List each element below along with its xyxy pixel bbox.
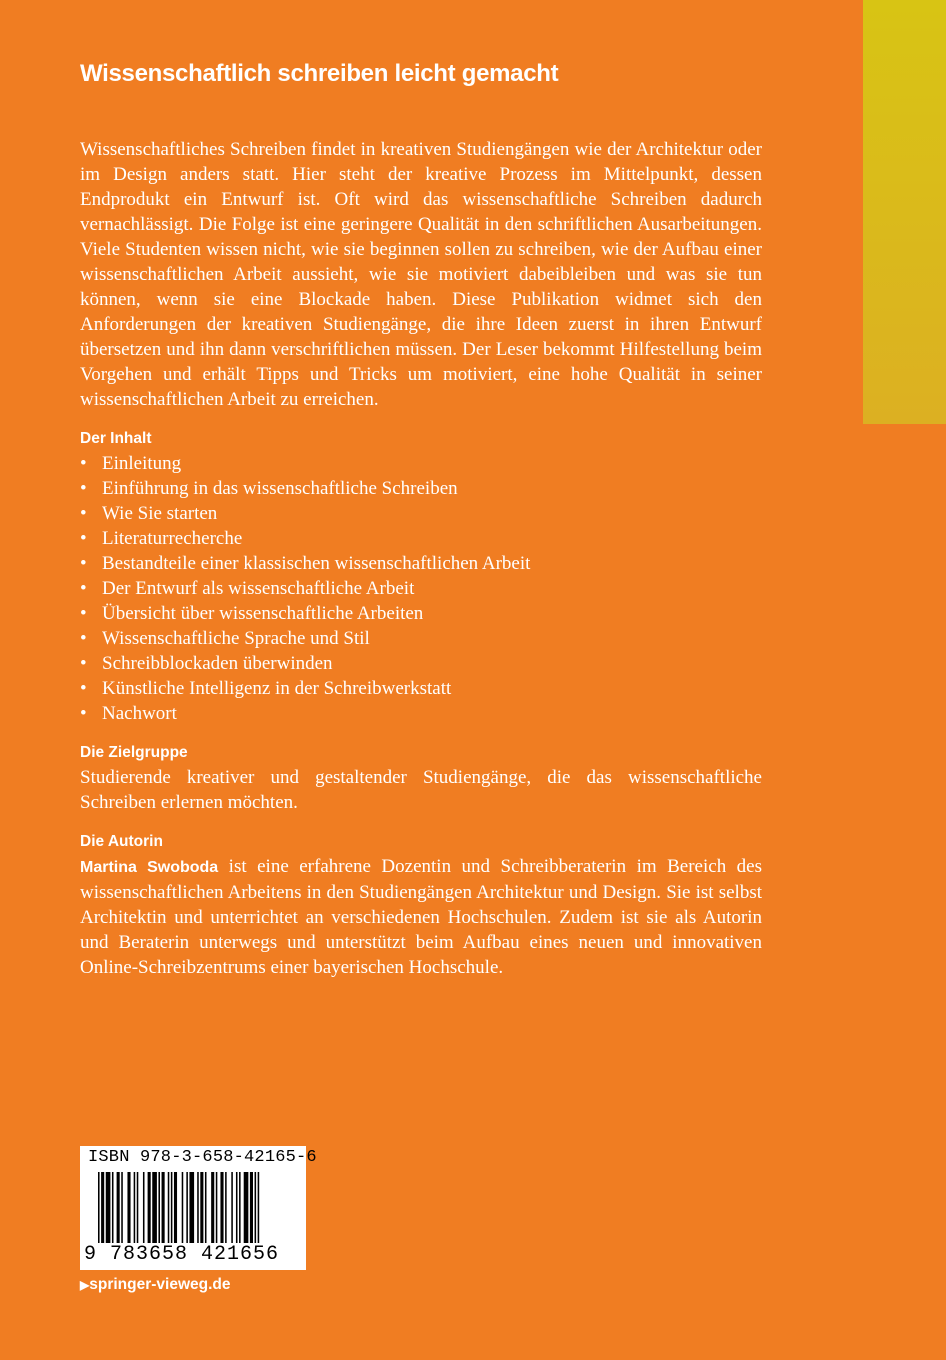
author-name: Martina Swoboda — [80, 859, 219, 876]
page-title: Wissenschaftlich schreiben leicht gemacht — [80, 60, 559, 87]
bullet-icon: • — [80, 453, 87, 474]
contents-item-label: Einführung in das wissenschaftliche Schreiben — [102, 478, 458, 499]
bullet-icon: • — [80, 478, 87, 499]
publisher-url: springer-vieweg.de — [89, 1276, 231, 1293]
barcode-bars — [80, 1172, 306, 1252]
author-bio — [80, 854, 762, 980]
contents-item-label: Übersicht über wissenschaftliche Arbeiten — [102, 603, 424, 624]
arrow-right-icon: ▶ — [80, 1278, 90, 1292]
bullet-icon: • — [80, 628, 87, 649]
contents-item — [80, 501, 762, 526]
bullet-icon: • — [80, 603, 87, 624]
contents-item — [80, 451, 762, 476]
publisher-link[interactable] — [80, 1276, 231, 1294]
contents-heading: Der Inhalt — [80, 430, 152, 447]
contents-item-label: Einleitung — [102, 453, 182, 474]
contents-item — [80, 601, 762, 626]
intro-paragraph: Wissenschaftliches Schreiben findet in kreativen Studiengängen wie der Architektur oder im Design anders statt. Hier steht der kreative Prozess im Mittelpunkt, dessen Endprodukt ein Entwurf ist. Oft wird das wissenschaftliche Schreiben dadurch vernachlässigt. Die Folge ist eine geringere Qualität in den schriftlichen Ausarbeitungen. Viele Studenten wissen nicht, wie sie beginnen sollen zu schreiben, wie der Aufbau einer wissenschaftlichen Arbeit aussieht, wie sie motiviert dabeibleiben und was sie tun können, wenn sie eine Blockade haben. Diese Publikation widmet sich den Anforderungen der kreativen Studiengänge, die ihre Ideen zuerst in ihren Entwurf übersetzen und ihn dann verschriftlichen müssen. Der Leser bekommt Hilfestellung beim Vorgehen und erhält Tipps und Tricks um motiviert, eine hohe Qualität in seiner wissenschaftlichen Arbeit zu erreichen. — [80, 139, 762, 410]
bullet-icon: • — [80, 653, 87, 674]
accent-strip — [863, 0, 946, 424]
audience-heading: Die Zielgruppe — [80, 744, 188, 761]
contents-item-label: Künstliche Intelligenz in der Schreibwerkstatt — [102, 678, 452, 699]
contents-list — [80, 451, 762, 726]
contents-item — [80, 576, 762, 601]
contents-item-label: Wissenschaftliche Sprache und Stil — [102, 628, 370, 649]
contents-item — [80, 551, 762, 576]
bullet-icon: • — [80, 703, 87, 724]
contents-item — [80, 526, 762, 551]
barcode-digits: 9 783658 421656 — [84, 1243, 280, 1266]
bullet-icon: • — [80, 678, 87, 699]
bullet-icon: • — [80, 528, 87, 549]
bullet-icon: • — [80, 503, 87, 524]
contents-item-label: Wie Sie starten — [102, 503, 218, 524]
author-heading: Die Autorin — [80, 833, 163, 850]
isbn-label: ISBN 978-3-658-42165-6 — [88, 1148, 317, 1167]
contents-item-label: Der Entwurf als wissenschaftliche Arbeit — [102, 578, 415, 599]
contents-item — [80, 476, 762, 501]
contents-item-label: Literaturrecherche — [102, 528, 243, 549]
bullet-icon: • — [80, 578, 87, 599]
bullet-icon: • — [80, 553, 87, 574]
contents-item-label: Schreibblockaden überwinden — [102, 653, 333, 674]
back-cover-content — [80, 137, 762, 980]
contents-item-label: Nachwort — [102, 703, 177, 724]
contents-item — [80, 651, 762, 676]
contents-item — [80, 676, 762, 701]
contents-item — [80, 626, 762, 651]
barcode-box — [80, 1146, 317, 1270]
contents-item-label: Bestandteile einer klassischen wissenschaftlichen Arbeit — [102, 553, 531, 574]
contents-item — [80, 701, 762, 726]
audience-text: Studierende kreativer und gestaltender Studiengänge, die das wissenschaftliche Schreiben erlernen möchten. — [80, 767, 762, 813]
author-text: ist eine erfahrene Dozentin und Schreibberaterin im Bereich des wissenschaftlichen Arbeitens in den Studiengängen Architektur und Design. Sie ist selbst Architektin und unterrichtet an verschiedenen Hochschulen. Zudem ist sie als Autorin und Beraterin unterwegs und unterstützt beim Aufbau eines neuen und innovativen Online-Schreibzentrums einer bayerischen Hochschule. — [80, 856, 763, 978]
